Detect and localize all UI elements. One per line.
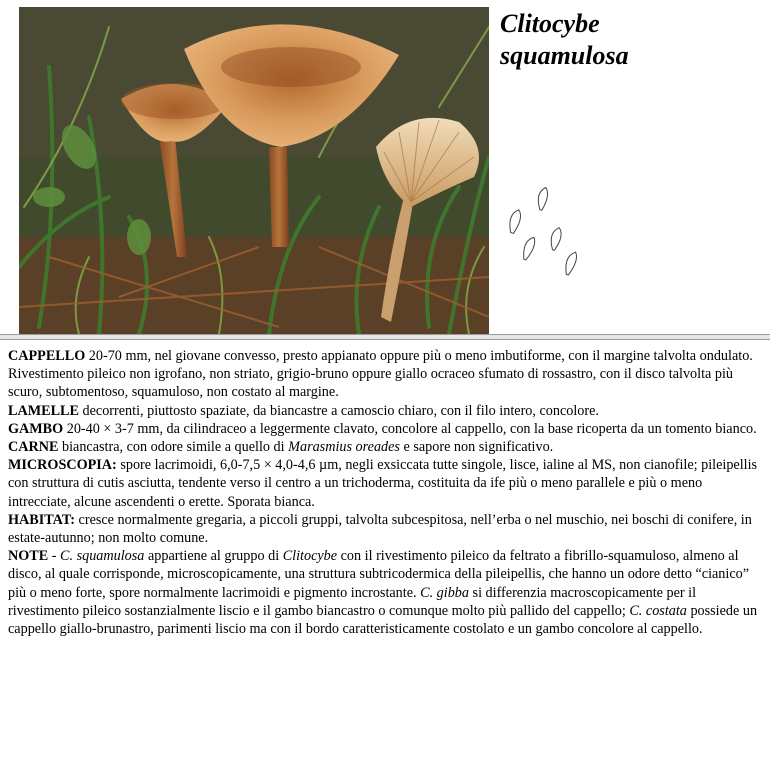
- section-habitat: HABITAT: cresce normalmente gregaria, a piccoli gruppi, talvolta subcespitosa, nell’erba o nel muschio, nei boschi di conifere, in estate-autunno; non molto comune.: [8, 511, 752, 547]
- spore-4: [549, 227, 563, 251]
- spore-1: [507, 208, 522, 234]
- label-microscopia: MICROSCOPIA:: [8, 457, 117, 474]
- section-carne: CARNE biancastra, con odore simile a quello di Marasmius oreades e sapore non significativo.: [8, 439, 554, 456]
- section-cappello: CAPPELLO 20-70 mm, nel giovane convesso, presto appianato oppure più o meno imbutiforme, con il margine talvolta ondulato. Rivestimento pileico non igrofano, non striato, grigio-bruno oppure giallo ocraceo sfumato di rossastro, con il disco talvolta più scuro, subtomentoso, squamuloso, non costato al margine.: [8, 348, 753, 401]
- page-title: [500, 8, 629, 72]
- horizontal-divider: [0, 334, 770, 340]
- mushroom-photo: [19, 7, 489, 334]
- title-species: squamulosa: [500, 41, 629, 70]
- section-note: NOTE - C. squamulosa appartiene al gruppo di Clitocybe con il rivestimento pileico da feltrato a fibrillo-squamuloso, almeno al disco, al quale corrisponde, microscopicamente, una struttura subtricodermica della pileipellis, che hanno un odore detto “cianico” più o meno forte, spore normalmente lacrimoidi e pigmento incrostante. C. gibba si differenzia macroscopicamente per il rivestimento pileico sostanzialmente liscio e il gambo biancastro o comunque molto più pallido del cappello; C. costata possiede un cappello giallo-brunastro, parimenti liscio ma con il bordo caratteristicamente costolato e un gambo concolore al cappello.: [8, 548, 758, 638]
- spore-drawing: [500, 180, 590, 280]
- label-gambo: GAMBO: [8, 420, 64, 437]
- description-text: [8, 347, 760, 638]
- section-lamelle: LAMELLE decorrenti, piuttosto spaziate, da biancastre a camoscio chiaro, con il filo intero, concolore.: [8, 402, 599, 419]
- label-note: NOTE: [8, 548, 49, 565]
- label-cappello: CAPPELLO: [8, 348, 86, 364]
- spore-3: [521, 236, 537, 261]
- section-microscopia: MICROSCOPIA: spore lacrimoidi, 6,0-7,5 × 4,0-4,6 µm, negli exsiccata tutte singole, lisce, ialine al MS, non cianofile; pileipellis con struttura di cutis asciutta, tendente verso il centro a un trichoderma, costituita da ife più o meno parallele e più o meno intrecciate, alcune ascendenti o erette. Sporata bianca.: [8, 457, 758, 510]
- spore-5: [563, 250, 579, 275]
- label-lamelle: LAMELLE: [8, 402, 79, 419]
- spore-2: [536, 187, 548, 211]
- title-genus: Clitocybe: [500, 9, 600, 38]
- label-habitat: HABITAT:: [8, 511, 75, 528]
- label-carne: CARNE: [8, 439, 59, 456]
- section-gambo: GAMBO 20-40 × 3-7 mm, da cilindraceo a leggermente clavato, concolore al cappello, con la base ricoperta da un tomento bianco.: [8, 420, 757, 437]
